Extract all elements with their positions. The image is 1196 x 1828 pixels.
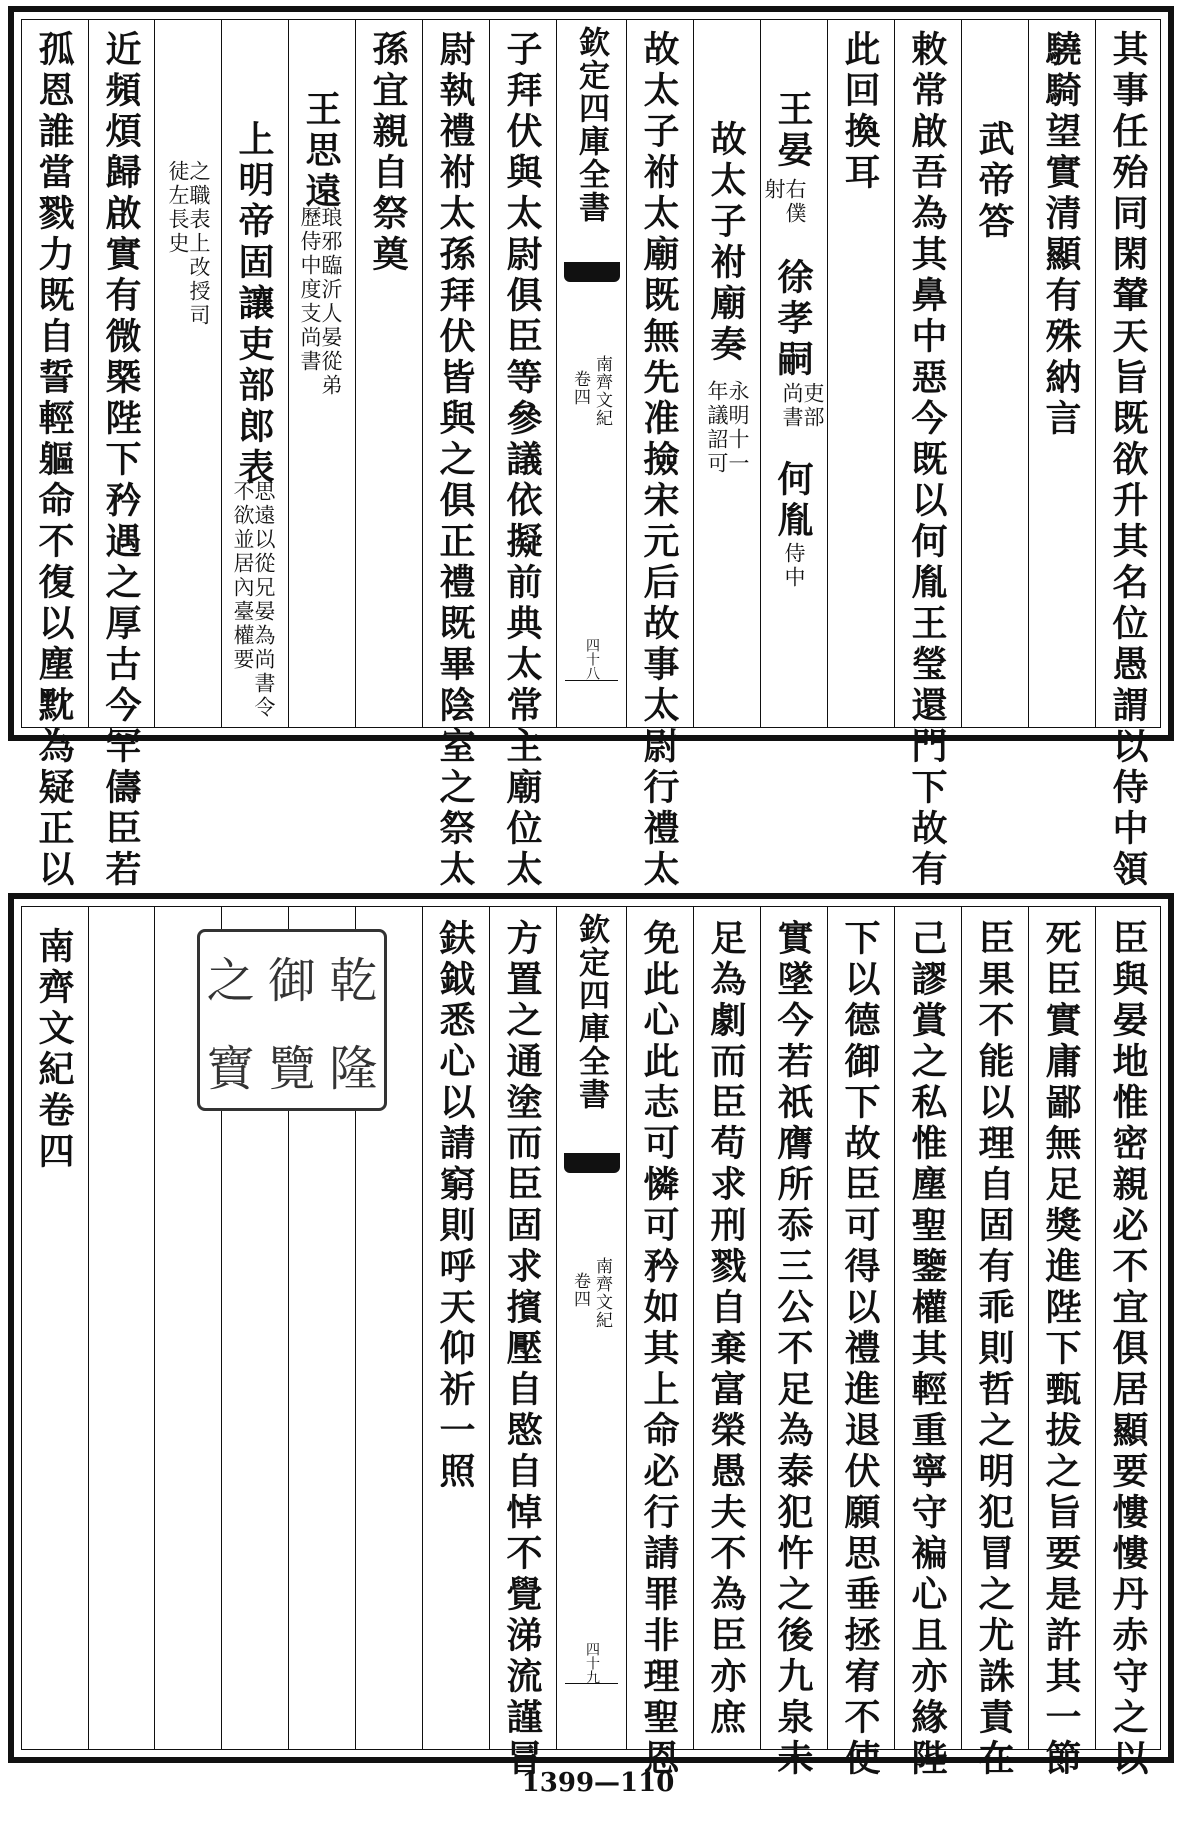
annotation-text: 永明十一年議詔可 — [705, 380, 750, 476]
annotation-text: 琅邪臨沂人晏從弟歷侍中度支尚書 — [298, 206, 343, 398]
banner-page-number: 四十八 — [584, 638, 600, 680]
column-text: 臣果不能以理自固有乖則哲之明犯冒之尤誅責在 — [973, 919, 1015, 1780]
column-text: 鈇鉞悉心以請窮則呼天仰祈一照 — [434, 919, 476, 1493]
column-d6 — [760, 907, 827, 1780]
column-text: 故太子祔太廟既無先准撿宋元后故事太尉行禮太 — [638, 30, 680, 891]
column-d1 — [1095, 907, 1162, 1780]
annotation-text: 思遠以從兄晏為尚書令不欲並居內臺權要 — [231, 480, 276, 720]
center-banner — [556, 907, 626, 1749]
column-d11 — [422, 907, 489, 1749]
column-text: 孤恩誰當戮力既自誓輕軀命不復以塵黕為疑正以 — [33, 30, 75, 891]
column-text: 下以德御下故臣可得以禮進退伏願思垂拯宥不使 — [839, 919, 881, 1780]
page-footer-number: 1399—110 — [521, 1768, 675, 1798]
name-he-yin: 何胤 — [772, 460, 814, 542]
name-xu-xiaosi: 徐孝嗣 — [772, 258, 814, 381]
annotation-text: 吏部尚書 — [780, 382, 825, 430]
column-text: 實墜今若祇膺所忝三公不足為泰犯忤之後九泉未 — [772, 919, 814, 1780]
heading-text: 故太子祔廟奏 — [705, 120, 747, 366]
column-text: 足為劇而臣苟求刑戮自棄富榮愚夫不為臣亦庶 — [705, 919, 747, 1739]
banner-rule — [565, 1683, 618, 1684]
banner-title: 欽定四庫全書 — [573, 913, 609, 1111]
banner-ref-volume: 卷四 — [570, 1272, 590, 1308]
column-d4 — [894, 907, 961, 1780]
column-text: 此回換耳 — [839, 30, 881, 194]
banner-title: 欽定四庫全書 — [573, 26, 609, 224]
column-text: 近頻煩歸啟實有微槩陛下矜遇之厚古今罕儔臣若 — [100, 30, 142, 891]
column-d7 — [693, 907, 760, 1749]
seal-char: 覽 — [267, 1040, 316, 1097]
column-text: 敕常啟吾為其鼻中惡今既以何胤王瑩還門下故有 — [906, 30, 948, 891]
column-text: 己謬賞之私惟塵聖鑒權其輕重寧守褊心且亦緣陛 — [906, 919, 948, 1780]
column-d8 — [626, 907, 693, 1780]
column-d3 — [961, 907, 1028, 1780]
bottom-inner-frame — [21, 906, 1161, 1780]
seal-char: 御 — [267, 952, 316, 1009]
column-d16 — [88, 907, 154, 1749]
fish-tail-mark — [564, 1153, 620, 1173]
column-text: 子拜伏與太尉俱臣等參議依擬前典太常主廟位太 — [501, 30, 543, 891]
column-text: 孫宜親自祭奠 — [367, 30, 409, 276]
column-text: 死臣實庸鄙無足獎進陛下甄拔之旨要是許其一節 — [1040, 919, 1082, 1780]
closing-title: 南齊文紀卷四 — [33, 927, 75, 1173]
column-text: 其事任殆同閑輦天旨既欲升其名位愚謂以侍中領 — [1107, 30, 1149, 891]
column-d5 — [827, 907, 894, 1780]
name-wang-yan: 王晏 — [772, 90, 814, 172]
column-text: 臣與晏地惟密親必不宜俱居顯要慺慺丹赤守之以 — [1107, 919, 1149, 1780]
banner-ref-volume: 卷四 — [570, 370, 590, 406]
banner-page-number: 四十九 — [584, 1642, 600, 1684]
column-d2 — [1028, 907, 1095, 1780]
annotation-text: 右僕射 — [762, 178, 807, 226]
seal-char: 隆 — [329, 1040, 378, 1097]
column-text: 武帝答 — [973, 120, 1015, 243]
heading-text: 上明帝固讓吏部郎表 — [233, 120, 275, 489]
seal-char: 寶 — [206, 1040, 255, 1097]
column-text: 方置之通塗而臣固求擯壓自愍自悼不覺涕流謹冒 — [501, 919, 543, 1780]
column-d17 — [22, 907, 88, 1749]
annotation-text: 侍中 — [782, 542, 806, 590]
author-name: 王思遠 — [300, 90, 342, 213]
column-d10 — [489, 907, 556, 1780]
banner-ref-title: 南齊文紀 — [592, 1257, 612, 1329]
column-text: 尉執禮祔太孫拜伏皆與之俱正禮既畢陰室之祭太 — [434, 30, 476, 891]
seal-char: 乾 — [329, 952, 378, 1009]
seal-char: 之 — [206, 952, 255, 1009]
seal-lower-chars — [197, 1042, 387, 1111]
column-text: 驍騎望實清顯有殊納言 — [1040, 30, 1082, 440]
banner-ref-title: 南齊文紀 — [592, 355, 612, 427]
column-text: 免此心此志可憐可矜如其上命必行請罪非理聖恩 — [638, 919, 680, 1780]
annotation-text: 之職表上改授司徒左長史 — [166, 160, 211, 328]
